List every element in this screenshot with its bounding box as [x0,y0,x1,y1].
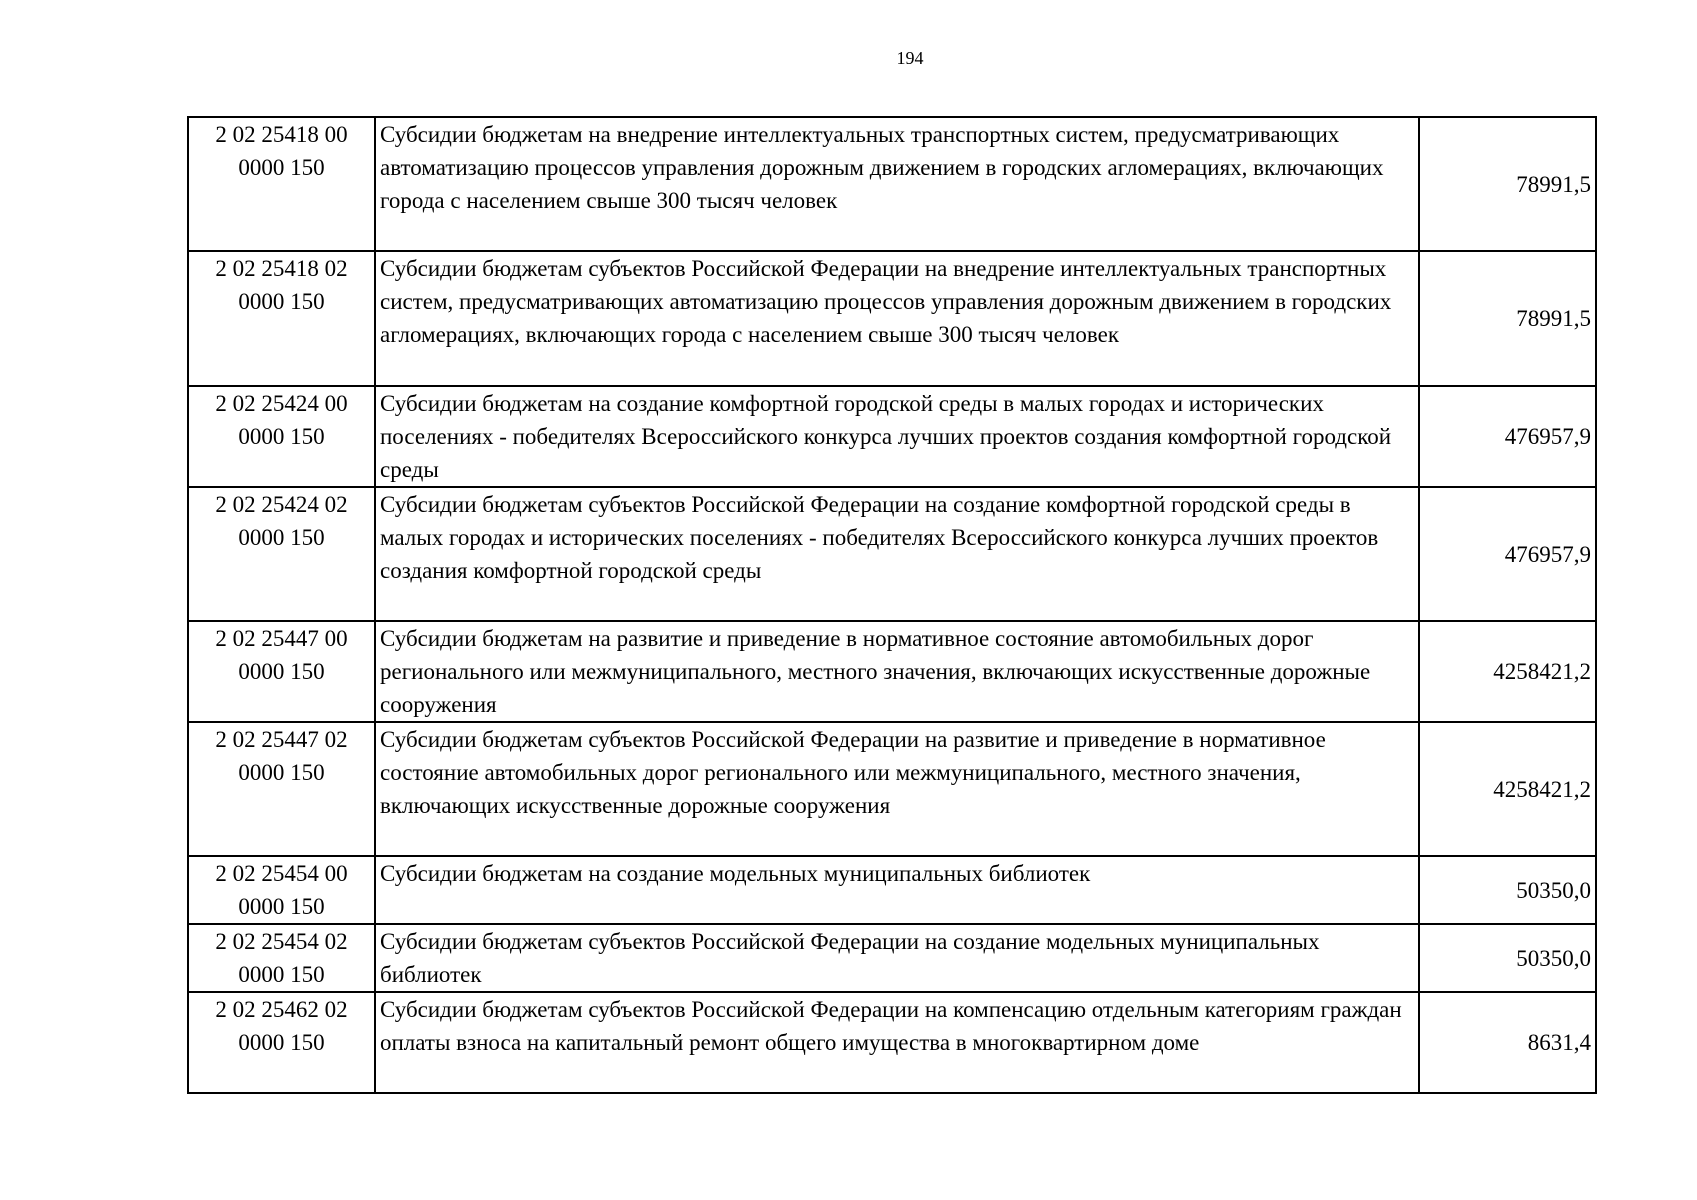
code-cell [188,992,375,1093]
amount-cell: 476957,9 [1419,487,1596,621]
amount-cell: 50350,0 [1419,856,1596,924]
code-line-2: 0000 150 [238,289,325,314]
name-cell: Субсидии бюджетам на создание модельных муниципальных библиотек [375,856,1419,924]
code-line-2: 0000 150 [238,659,325,684]
amount-cell: 78991,5 [1419,117,1596,251]
code-line-2: 0000 150 [238,155,325,180]
code-line-2: 0000 150 [238,1030,325,1055]
budget-table [187,116,1597,1094]
code-cell [188,621,375,722]
table-row [188,386,1596,487]
amount-cell: 4258421,2 [1419,722,1596,856]
code-line-1: 2 02 25454 00 [215,861,348,886]
code-line-1: 2 02 25424 00 [215,391,348,416]
code-line-1: 2 02 25447 00 [215,626,348,651]
table-row [188,992,1596,1093]
code-line-1: 2 02 25418 00 [215,122,348,147]
amount-cell: 8631,4 [1419,992,1596,1093]
name-cell: Субсидии бюджетам субъектов Российской Федерации на создание комфортной городской среды в малых городах и исторических поселениях - победителях Всероссийского конкурса лучших проектов создания комфортной городской среды [375,487,1419,621]
code-line-1: 2 02 25447 02 [215,727,348,752]
budget-table-body [188,117,1596,1093]
code-cell [188,386,375,487]
page-number: 194 [896,48,924,68]
code-cell [188,722,375,856]
code-line-1: 2 02 25418 02 [215,256,348,281]
amount-cell: 50350,0 [1419,924,1596,992]
name-cell: Субсидии бюджетам субъектов Российской Федерации на создание модельных муниципальных библиотек [375,924,1419,992]
name-cell: Субсидии бюджетам субъектов Российской Федерации на компенсацию отдельным категориям граждан оплаты взноса на капитальный ремонт общего имущества в многоквартирном доме [375,992,1419,1093]
code-line-2: 0000 150 [238,962,325,987]
table-row [188,722,1596,856]
code-cell [188,487,375,621]
code-line-2: 0000 150 [238,894,325,919]
code-line-1: 2 02 25462 02 [215,997,348,1022]
name-cell: Субсидии бюджетам субъектов Российской Федерации на внедрение интеллектуальных транспортных систем, предусматривающих автоматизацию процессов управления дорожным движением в городских агломерациях, включающих города с населением свыше 300 тысяч человек [375,251,1419,386]
table-row [188,621,1596,722]
name-cell: Субсидии бюджетам на создание комфортной городской среды в малых городах и исторических поселениях - победителях Всероссийского конкурса лучших проектов создания комфортной городской среды [375,386,1419,487]
name-cell: Субсидии бюджетам субъектов Российской Федерации на развитие и приведение в нормативное состояние автомобильных дорог регионального или межмуниципального, местного значения, включающих искусственные дорожные сооружения [375,722,1419,856]
code-line-2: 0000 150 [238,424,325,449]
table-row [188,924,1596,992]
code-cell [188,251,375,386]
code-cell [188,117,375,251]
table-row [188,251,1596,386]
name-cell: Субсидии бюджетам на развитие и приведение в нормативное состояние автомобильных дорог регионального или межмуниципального, местного значения, включающих искусственные дорожные сооружения [375,621,1419,722]
table-row [188,856,1596,924]
code-line-1: 2 02 25454 02 [215,929,348,954]
code-line-1: 2 02 25424 02 [215,492,348,517]
code-line-2: 0000 150 [238,760,325,785]
name-cell: Субсидии бюджетам на внедрение интеллектуальных транспортных систем, предусматривающих автоматизацию процессов управления дорожным движением в городских агломерациях, включающих города с населением свыше 300 тысяч человек [375,117,1419,251]
code-cell [188,924,375,992]
code-line-2: 0000 150 [238,525,325,550]
code-cell [188,856,375,924]
amount-cell: 4258421,2 [1419,621,1596,722]
table-row [188,117,1596,251]
amount-cell: 78991,5 [1419,251,1596,386]
table-row [188,487,1596,621]
amount-cell: 476957,9 [1419,386,1596,487]
